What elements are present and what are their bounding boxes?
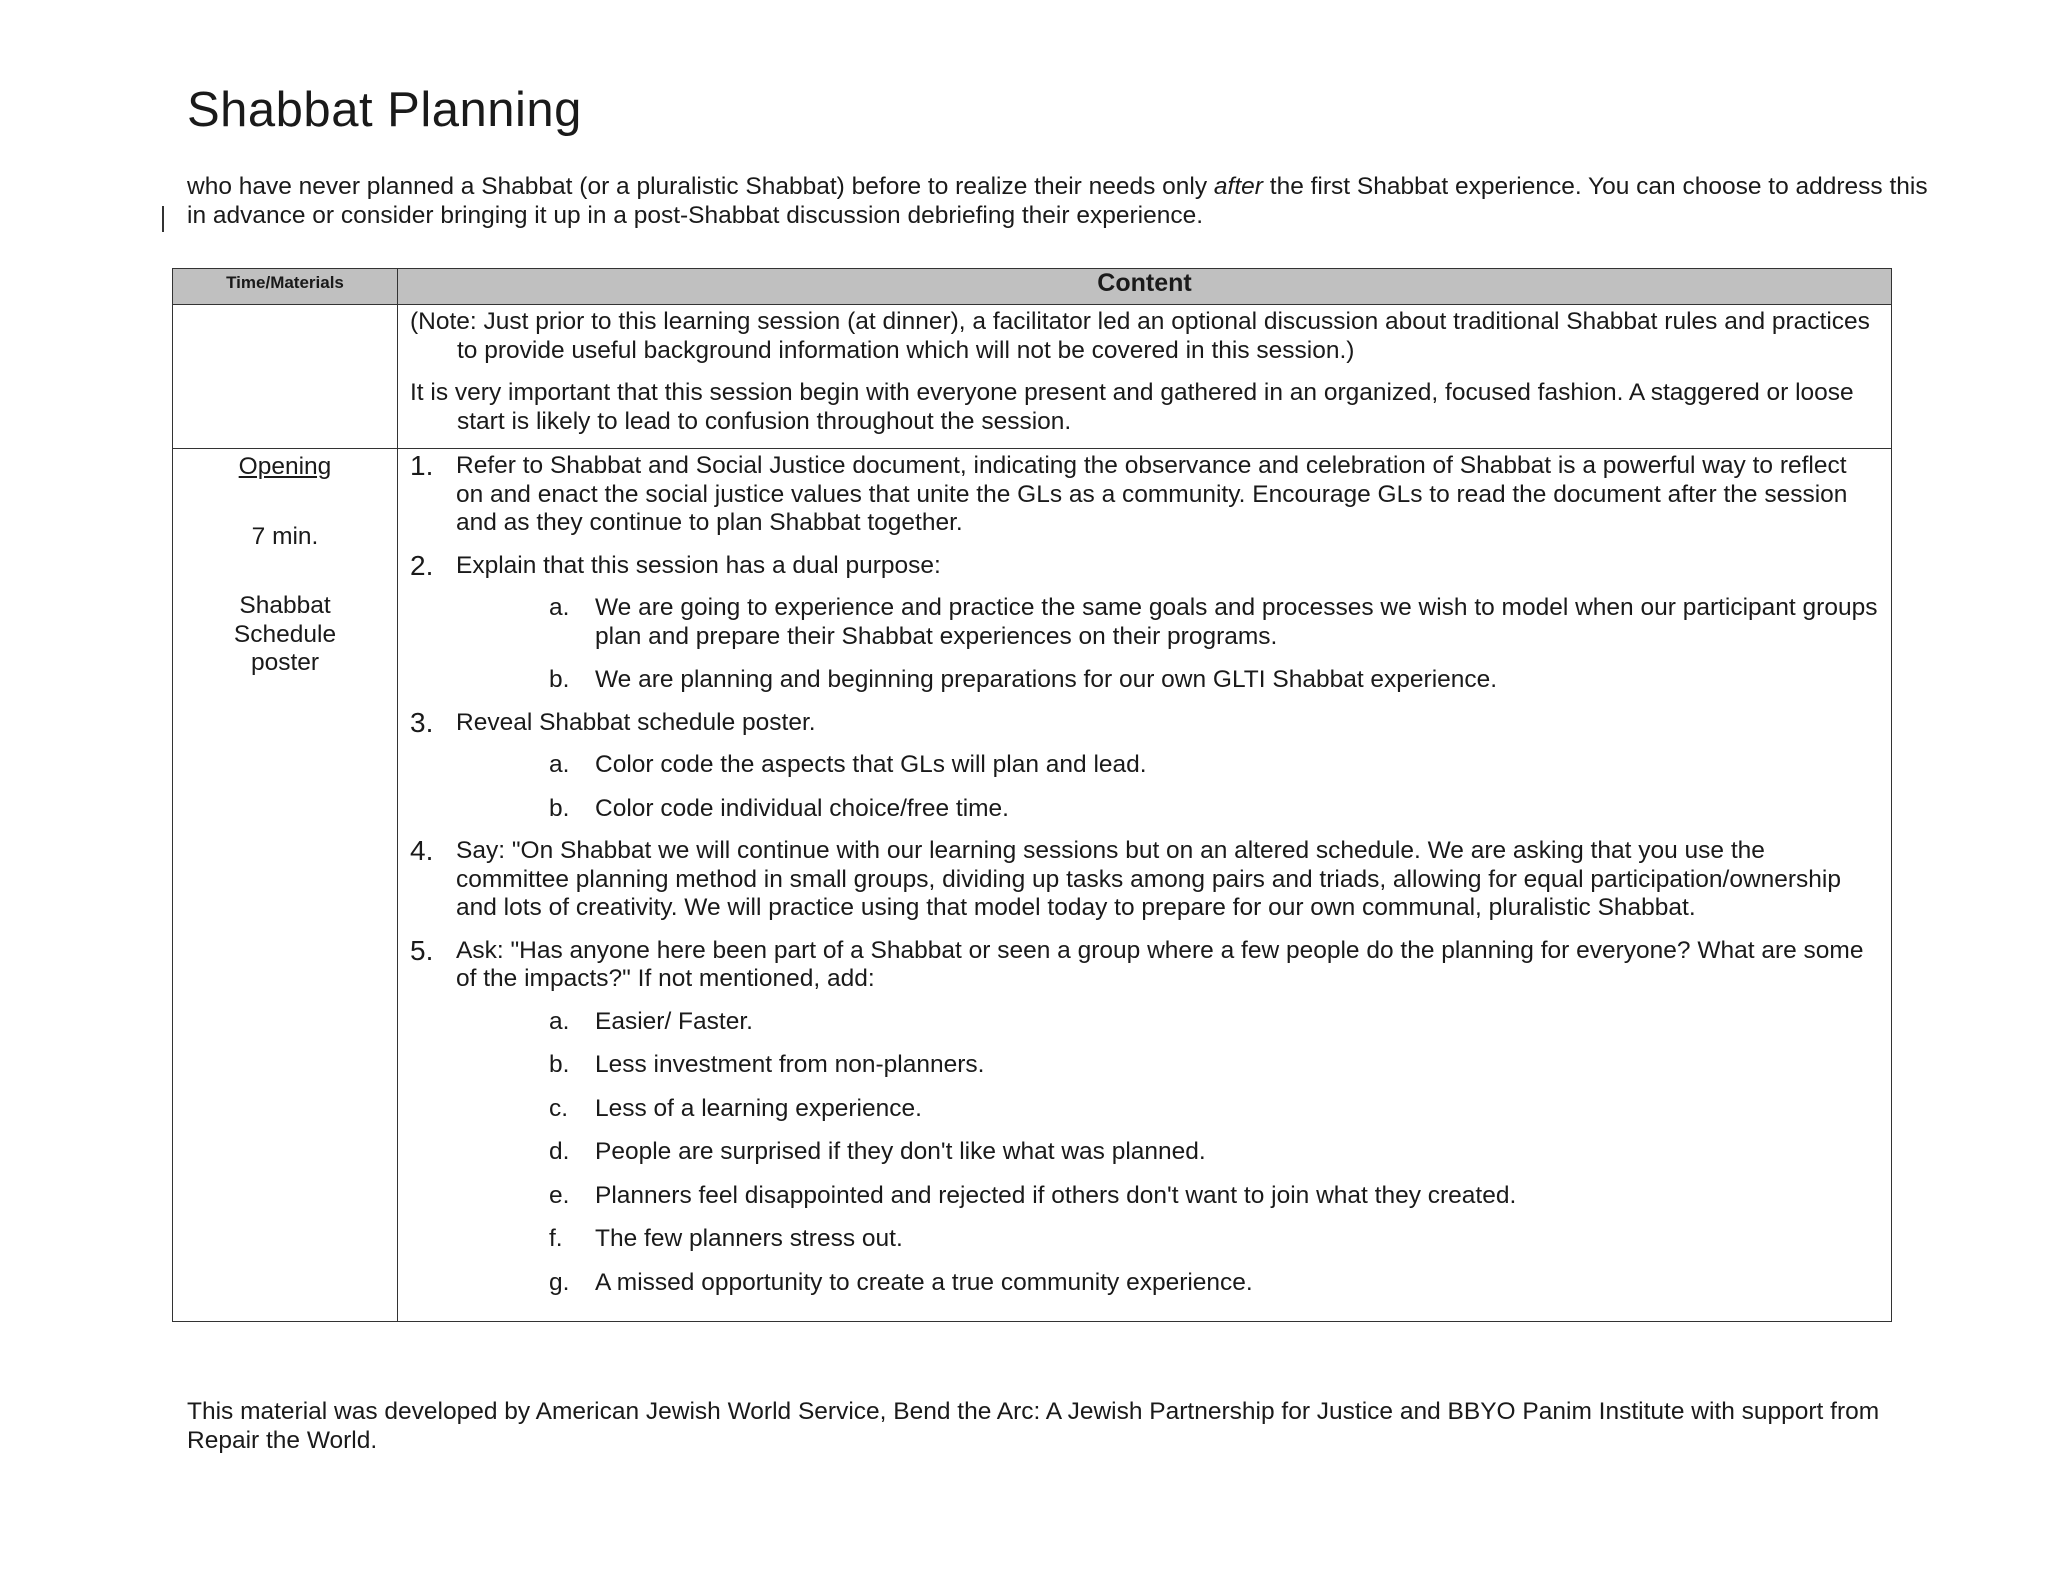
- step-number: 1.: [410, 450, 434, 481]
- list-item: [410, 549, 1879, 695]
- sub-letter: b.: [549, 794, 570, 822]
- sub-list: [456, 594, 1879, 695]
- sub-letter: a.: [549, 751, 570, 778]
- start-instructions: It is very important that this session begin with everyone present and gathered in an organized, focused fashion. A staggered or loose start is likely to lead to confusion throughout the session.: [410, 379, 1854, 435]
- step-number: 2.: [410, 549, 434, 581]
- sub-list-item: [456, 1225, 1879, 1254]
- table-row-opening: [173, 449, 1892, 1322]
- sub-list-item: [456, 666, 1879, 695]
- list-item: [410, 837, 1879, 923]
- sub-text: Less investment from non-planners.: [595, 1051, 985, 1078]
- step-text: Reveal Shabbat schedule poster.: [456, 708, 816, 736]
- intro-text-start: who have never planned a Shabbat (or a pluralistic Shabbat) before to realize their needs only: [187, 173, 1214, 200]
- sub-text: We are planning and beginning preparations for our own GLTI Shabbat experience.: [595, 666, 1498, 693]
- section-materials: Shabbat Schedule poster: [233, 592, 337, 676]
- sub-letter: f.: [549, 1225, 563, 1252]
- lesson-plan-table: [172, 268, 1892, 1322]
- sub-text: Color code individual choice/free time.: [595, 794, 1009, 822]
- sub-letter: g.: [549, 1268, 570, 1296]
- steps-list: [410, 452, 1879, 1297]
- list-item: [410, 934, 1879, 1298]
- list-item: [410, 452, 1879, 538]
- sub-list-item: [456, 1182, 1879, 1211]
- sub-list-item: [456, 795, 1879, 824]
- sub-text: We are going to experience and practice the same goals and processes we wish to model when our participant groups plan and prepare their Shabbat experiences on their programs.: [595, 594, 1878, 650]
- opening-content-cell: [398, 449, 1892, 1322]
- sub-letter: e.: [549, 1181, 570, 1209]
- step-text: Refer to Shabbat and Social Justice document, indicating the observance and celebration of Shabbat is a powerful way to reflect on and enact the social justice values that unite the GLs as a community. Encourage GLs to read the document after the session and as they continue to plan Shabbat together.: [456, 452, 1848, 536]
- step-number: 5.: [410, 934, 434, 966]
- table-row-notes: [173, 305, 1892, 449]
- section-duration: 7 min.: [251, 522, 319, 550]
- sub-letter: a.: [549, 594, 570, 621]
- notes-time-cell: [173, 305, 398, 449]
- sub-list-item: [456, 751, 1879, 780]
- step-text: Ask: "Has anyone here been part of a Shabbat or seen a group where a few people do the planning for everyone? What are some of the impacts?" If not mentioned, add:: [456, 936, 1864, 992]
- sub-list-item: [456, 1051, 1879, 1080]
- step-text: Say: "On Shabbat we will continue with our learning sessions but on an altered schedule. We are asking that you use the committee planning method in small groups, dividing up tasks among pairs and triads, allowing for equal participation/ownership and lots of creativity. We will practice using that model today to prepare for our own communal, pluralistic Shabbat.: [456, 837, 1842, 921]
- sub-text: People are surprised if they don't like what was planned.: [595, 1138, 1206, 1165]
- notes-content-cell: [398, 305, 1892, 449]
- page-title: Shabbat Planning: [187, 83, 582, 137]
- section-label: Opening: [238, 453, 332, 480]
- sub-text: Planners feel disappointed and rejected if others don't want to join what they created.: [595, 1181, 1517, 1209]
- sub-text: A missed opportunity to create a true community experience.: [595, 1268, 1253, 1296]
- sub-list: [456, 751, 1879, 823]
- sub-list-item: [456, 1008, 1879, 1037]
- intro-paragraph: [187, 172, 1947, 230]
- sub-letter: d.: [549, 1138, 570, 1165]
- sub-letter: b.: [549, 1051, 570, 1078]
- sub-list-item: [456, 1138, 1879, 1167]
- sub-letter: b.: [549, 666, 570, 693]
- step-number: 4.: [410, 835, 434, 866]
- header-time-materials: Time/Materials: [173, 269, 398, 305]
- sub-list-item: [456, 1095, 1879, 1124]
- sub-letter: c.: [549, 1094, 569, 1122]
- table-header-row: [173, 269, 1892, 305]
- sub-letter: a.: [549, 1007, 570, 1035]
- sub-list-item: [456, 1269, 1879, 1298]
- attribution-footer: This material was developed by American Jewish World Service, Bend the Arc: A Jewish Partnership for Justice and BBYO Panim Institute with support from Repair the World.: [187, 1398, 1880, 1454]
- sub-text: Easier/ Faster.: [595, 1007, 753, 1035]
- sub-text: Color code the aspects that GLs will plan and lead.: [595, 751, 1147, 778]
- list-item: [410, 706, 1879, 824]
- sub-list: [456, 1008, 1879, 1298]
- sub-text: Less of a learning experience.: [595, 1094, 922, 1122]
- facilitator-note: (Note: Just prior to this learning session (at dinner), a facilitator led an optional discussion about traditional Shabbat rules and practices to provide useful background information which will not be covered in this session.): [410, 308, 1870, 364]
- step-text: Explain that this session has a dual purpose:: [456, 551, 941, 579]
- sub-text: The few planners stress out.: [595, 1225, 903, 1252]
- header-content: Content: [398, 269, 1892, 305]
- intro-italic-word: after: [1213, 173, 1263, 200]
- intro-text-end: the first Shabbat experience. You can choose to address this in advance or consider bringing it up in a post-Shabbat discussion debriefing their experience.: [187, 173, 1928, 229]
- revision-change-bar: [162, 206, 164, 232]
- step-number: 3.: [410, 706, 434, 738]
- opening-time-cell: [173, 449, 398, 1322]
- sub-list-item: [456, 594, 1879, 651]
